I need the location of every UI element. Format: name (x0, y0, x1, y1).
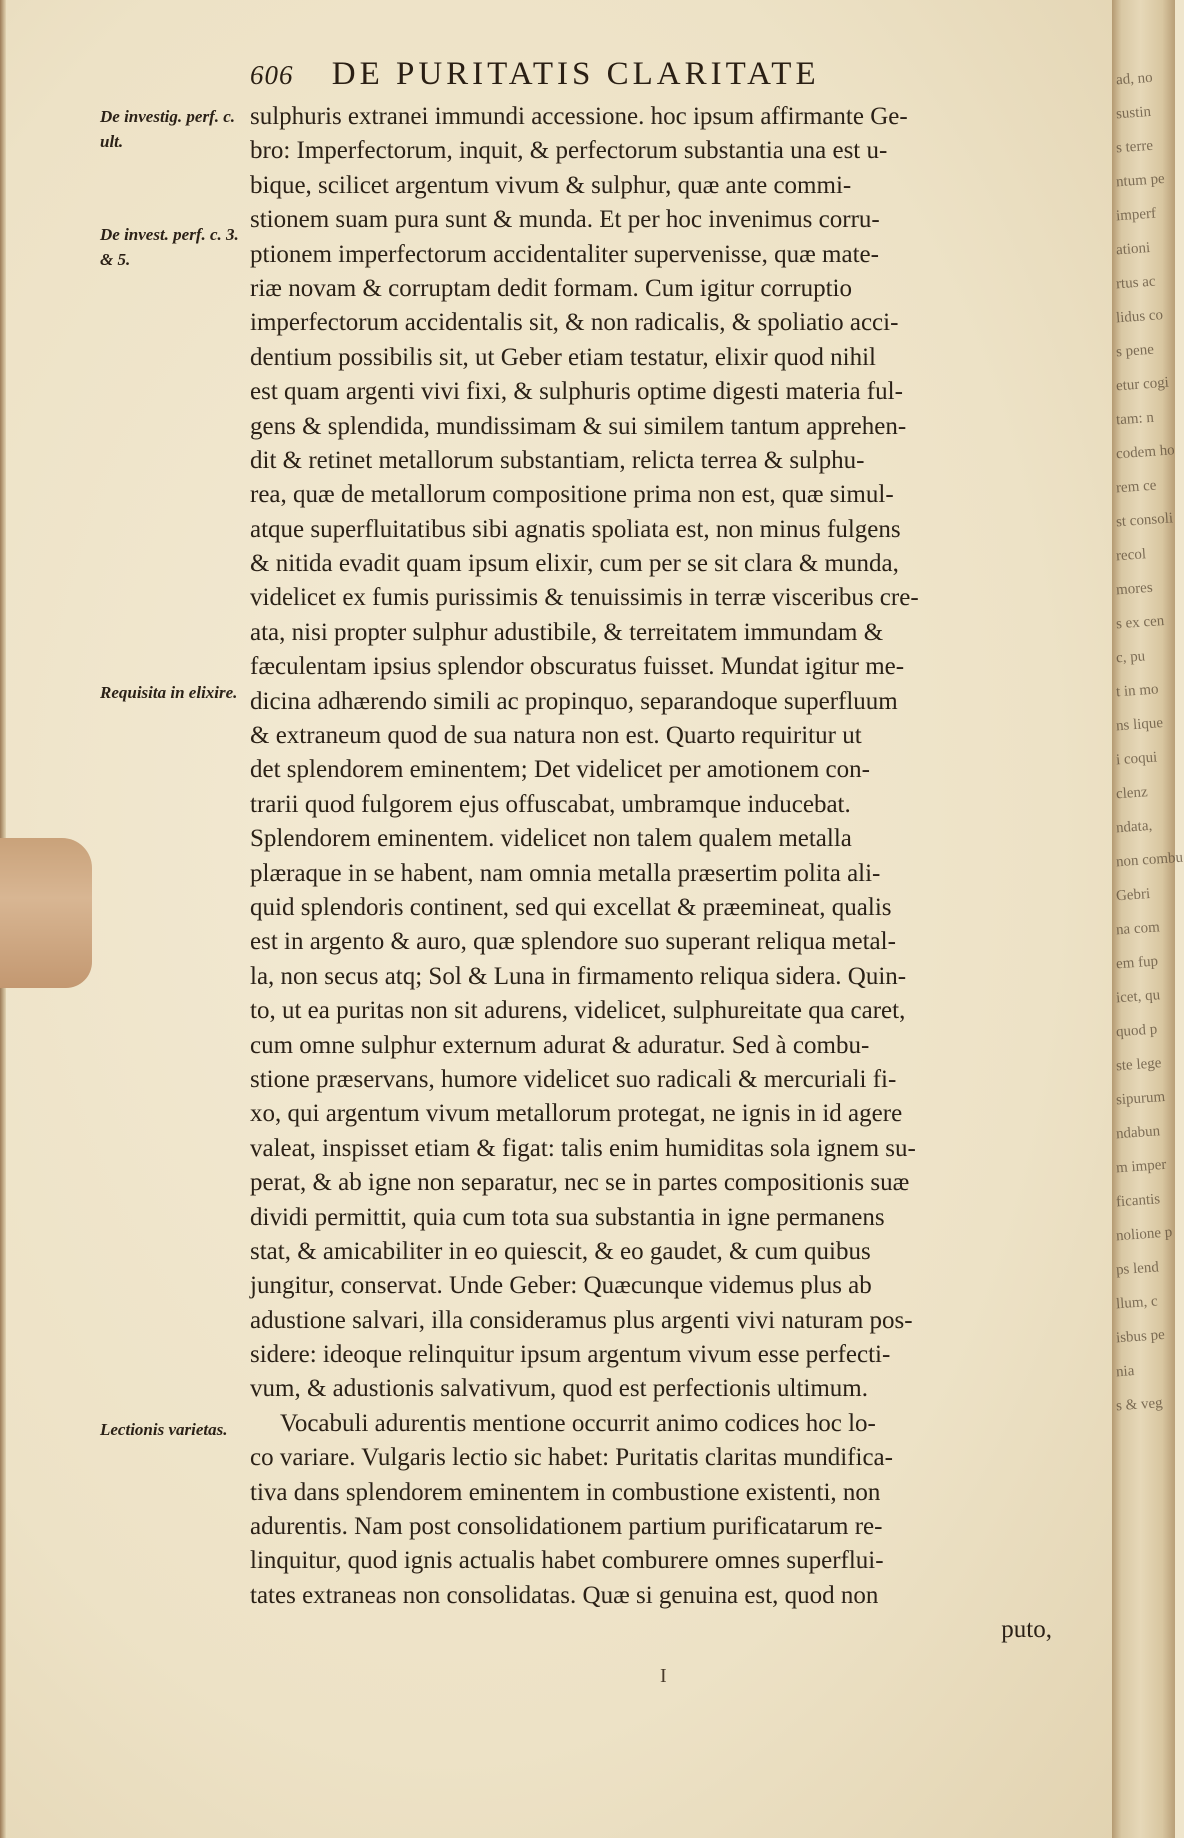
facing-page-fragment: ad, no (1115, 69, 1154, 89)
text-line: bro: Imperfectorum, inquit, & perfectorum substantia una est u- (250, 137, 888, 165)
footer-mark: I (660, 1665, 667, 1687)
facing-page-fragment: ndata, (1115, 817, 1153, 837)
facing-page-fragment: c, pu (1115, 648, 1146, 667)
facing-page-fragment: non combu (1115, 849, 1184, 871)
facing-page-fragment: clenz (1115, 784, 1149, 803)
facing-page-fragment: isbus pe (1115, 1326, 1166, 1347)
text-line: Vocabuli adurentis mentione occurrit animo codices hoc lo- (280, 1409, 876, 1437)
facing-page-fragment: t in mo (1115, 681, 1160, 701)
facing-page-fragment: icet, qu (1115, 987, 1161, 1007)
text-line: riæ novam & corruptam dedit formam. Cum igitur corruptio (250, 274, 852, 302)
text-line: co variare. Vulgaris lectio sic habet: Puritatis claritas mundifica- (250, 1444, 893, 1472)
facing-page-fragment: s pene (1115, 341, 1155, 361)
facing-page-fragment: nolione p (1115, 1224, 1173, 1245)
text-line: dentium possibilis sit, ut Geber etiam testatur, elixir quod nihil (250, 343, 877, 371)
text-line: est in argento & auro, quæ splendore suo superant reliqua metal- (250, 928, 896, 956)
text-line: bique, scilicet argentum vivum & sulphur, quæ ante commi- (250, 171, 852, 199)
text-line: ata, nisi propter sulphur adustibile, & terreitatem immundam & (250, 618, 884, 646)
facing-page-fragment: rtus ac (1115, 273, 1157, 293)
text-line: rea, quæ de metallorum compositione prima non est, quæ simul- (250, 481, 894, 509)
text-line: dividi permittit, quia cum tota sua substantia in igne permanens (250, 1203, 885, 1231)
text-line: gens & splendida, mundissimam & sui similem tantum apprehen- (250, 412, 907, 440)
facing-page-fragment: etur cogi (1115, 374, 1170, 395)
facing-page-fragment: ntum pe (1115, 170, 1166, 191)
text-line: stione præservans, humore videlicet suo radicali & mercuriali fi- (250, 1065, 897, 1093)
margin-note: Requisita in elixire. (100, 683, 238, 702)
text-line: est quam argenti vivi fixi, & sulphuris optime digesti materia ful- (250, 378, 903, 406)
text-line: plæraque in se habent, nam omnia metalla præsertim polita ali- (250, 859, 881, 887)
text-line: la, non secus atq; Sol & Luna in firmamento reliqua sidera. Quin- (250, 962, 907, 990)
facing-page-fragment: codem ho (1115, 442, 1176, 463)
facing-page-fragment: nia (1115, 1363, 1135, 1381)
facing-page-edge (1112, 0, 1184, 1838)
text-line: Splendorem eminentem. videlicet non talem qualem metalla (250, 825, 852, 853)
margin-note: De invest. perf. c. 3. & 5. (100, 225, 239, 269)
text-line: jungitur, conservat. Unde Geber: Quæcunque videmus plus ab (250, 1272, 872, 1300)
body-text (250, 100, 1052, 1648)
text-line: videlicet ex fumis purissimis & tenuissimis in terræ visceribus cre- (250, 584, 919, 612)
text-line: sidere: ideoque relinquitur ipsum argentum vivum esse perfecti- (250, 1341, 891, 1369)
facing-page-fragment: ndabun (1115, 1123, 1161, 1143)
facing-page-fragment: s ex cen (1115, 612, 1165, 633)
text-line: quid splendoris continent, sed qui excellat & præemineat, qualis (250, 893, 892, 921)
text-line: tiva dans splendorem eminentem in combustione existenti, non (250, 1478, 881, 1506)
running-title: DE PURITATIS CLARITATE (331, 56, 820, 92)
facing-page-fragment: s terre (1115, 137, 1154, 157)
catchword: puto, (1001, 1616, 1052, 1644)
text-line: perat, & ab igne non separatur, nec se in partes compositionis suæ (250, 1169, 910, 1197)
text-line: imperfectorum accidentalis sit, & non radicalis, & spoliatio acci- (250, 309, 899, 337)
text-line: & nitida evadit quam ipsum elixir, cum per se sit clara & munda, (250, 550, 899, 578)
facing-page-fragment: tam: n (1115, 409, 1155, 429)
page-number: 606 (250, 60, 294, 90)
text-line: xo, qui argentum vivum metallorum protegat, ne ignis in id agere (250, 1100, 903, 1128)
text-line: & extraneum quod de sua natura non est. Quarto requiritur ut (250, 722, 862, 750)
margin-note: De investig. perf. c. ult. (100, 107, 236, 151)
facing-page-fragment: s & veg (1115, 1395, 1164, 1415)
text-line: stionem suam pura sunt & munda. Et per hoc invenimus corru- (250, 206, 880, 234)
facing-page-fragment: st consoli (1115, 510, 1174, 531)
text-line: fæculentam ipsius splendor obscuratus fuisset. Mundat igitur me- (250, 653, 905, 681)
facing-page-fragment: ns lique (1115, 715, 1164, 735)
text-line: cum omne sulphur externum adurat & aduratur. Sed à combu- (250, 1031, 870, 1059)
facing-page-fragment: ationi (1115, 239, 1151, 259)
facing-page-fragment: mores (1115, 579, 1154, 599)
text-line: valeat, inspisset etiam & figat: talis enim humiditas sola ignem su- (250, 1134, 916, 1162)
facing-page-fragment: ste lege (1115, 1055, 1162, 1075)
text-line: adurentis. Nam post consolidationem partium purificatarum re- (250, 1513, 883, 1541)
margin-note: Lectionis varietas. (100, 1420, 228, 1439)
facing-page-fragment: quod p (1115, 1021, 1158, 1041)
facing-page-fragment: sustin (1115, 103, 1152, 123)
facing-page-fragment: Gebri (1115, 885, 1151, 905)
text-line: vum, & adustionis salvativum, quod est perfectionis ultimum. (250, 1375, 868, 1403)
facing-page-fragment: i coqui (1115, 749, 1158, 769)
facing-page-fragment: lidus co (1115, 307, 1164, 327)
facing-page-fragment: sipurum (1115, 1088, 1166, 1109)
text-line: dicina adhærendo simili ac propinquo, separandoque superfluum (250, 687, 898, 715)
facing-page-fragment: na com (1115, 919, 1161, 939)
facing-page-fragment: recol (1115, 546, 1147, 565)
text-line: to, ut ea puritas non sit adurens, videlicet, sulphureitate qua caret, (250, 997, 906, 1025)
facing-page-fragment: rem ce (1115, 477, 1157, 497)
text-line: det splendorem eminentem; Det videlicet per amotionem con- (250, 756, 870, 784)
facing-page-fragments (1112, 70, 1183, 1430)
text-line: linquitur, quod ignis actualis habet comburere omnes superflui- (250, 1547, 884, 1575)
facing-page-fragment: llum, c (1115, 1293, 1159, 1313)
text-line: adustione salvari, illa consideramus plus argenti vivi naturam pos- (250, 1306, 913, 1334)
facing-page-fragment: imperf (1115, 205, 1157, 225)
text-line: stat, & amicabiliter in eo quiescit, & eo gaudet, & cum quibus (250, 1237, 871, 1265)
text-line: dit & retinet metallorum substantiam, relicta terrea & sulphu- (250, 446, 865, 474)
paper-tear-mark (0, 838, 92, 988)
running-header (250, 56, 970, 93)
text-line: trarii quod fulgorem ejus offuscabat, umbramque inducebat. (250, 790, 851, 818)
text-line: sulphuris extranei immundi accessione. hoc ipsum affirmante Ge- (250, 103, 908, 130)
facing-page-fragment: m imper (1115, 1156, 1167, 1177)
text-line: ptionem imperfectorum accidentaliter supervenisse, quæ mate- (250, 240, 879, 268)
text-line: tates extraneas non consolidatas. Quæ si genuina est, quod non (250, 1581, 879, 1609)
facing-page-fragment: ficantis (1115, 1191, 1161, 1211)
facing-page-fragment: em fup (1115, 953, 1159, 973)
text-line: atque superfluitatibus sibi agnatis spoliata est, non minus fulgens (250, 515, 901, 543)
facing-page-fragment: ps lend (1115, 1259, 1160, 1279)
